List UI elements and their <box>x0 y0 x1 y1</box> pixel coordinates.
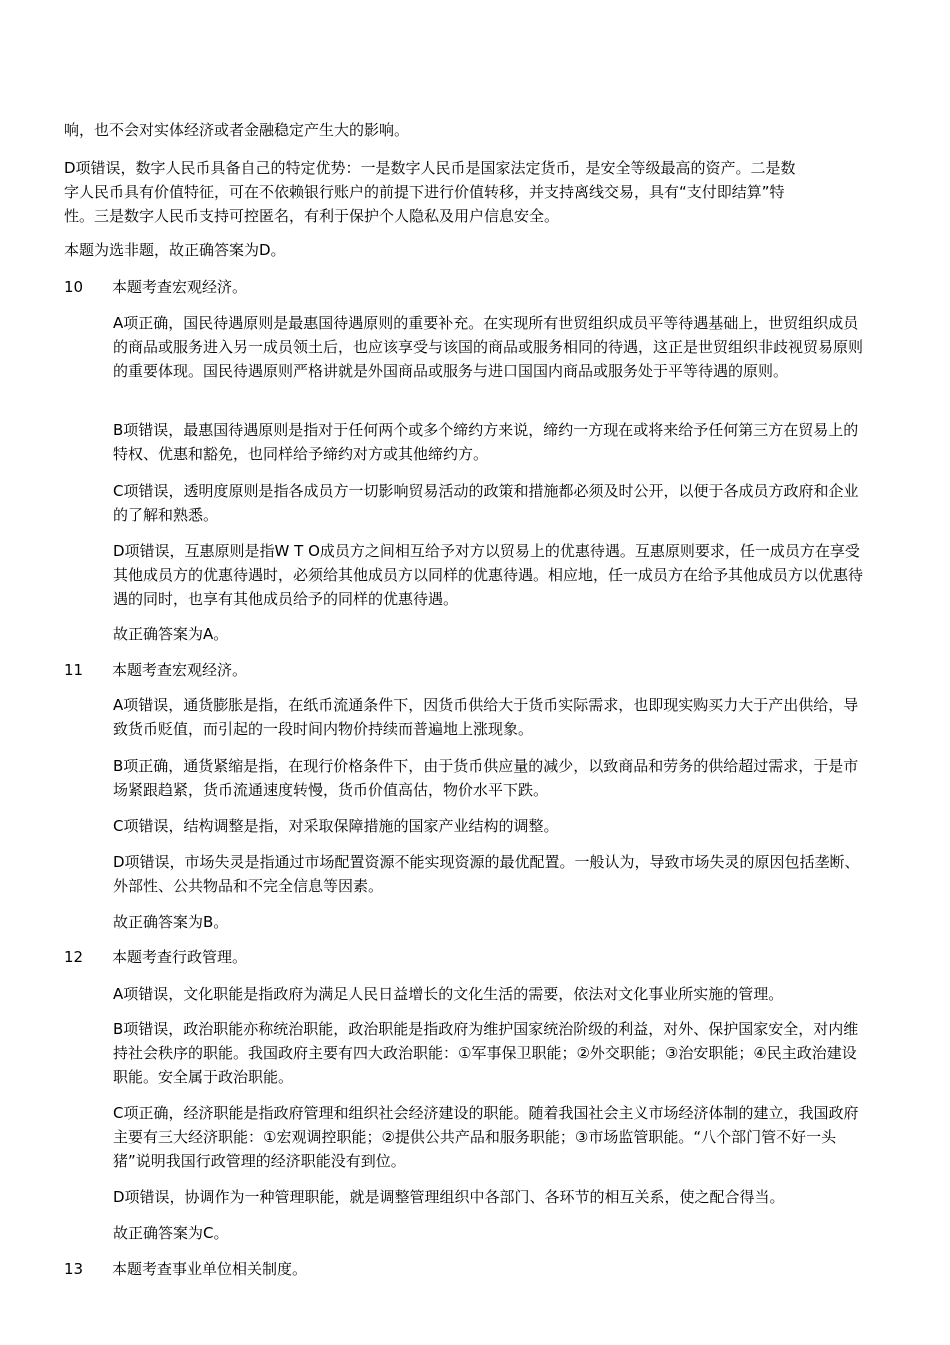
question-title: 本题考查行政管理。 <box>112 948 248 966</box>
question-number: 11 <box>64 661 84 679</box>
q10-option-a: A项正确，国民待遇原则是最惠国待遇原则的重要补充。在实现所有世贸组织成员平等待遇基础上，世贸组织成员的商品或服务进入另一成员领土后，也应该享受与该国的商品或服务相同的待遇，这正是世贸组织非歧视贸易原则的重要体现。国民待遇原则严格讲就是外国商品或服务与进口国国内商品或服务处于平等待遇的原则。 <box>113 314 864 380</box>
question-number: 10 <box>64 278 84 296</box>
intro-paragraph-2: D项错误，数字人民币具备自己的特定优势：一是数字人民币是国家法定货币，是安全等级最高的资产。二是数字人民币具有价值特征，可在不依赖银行账户的前提下进行价值转移，并支持离线交易，具有“支付即结算”特性。三是数字人民币支持可控匿名，有利于保护个人隐私及用户信息安全。 <box>64 159 796 225</box>
question-10-header <box>64 275 247 299</box>
q11-option-c: C项错误，结构调整是指，对采取保障措施的国家产业结构的调整。 <box>113 817 559 835</box>
question-number: 12 <box>64 948 84 966</box>
question-13-header <box>64 1257 307 1281</box>
q10-answer: 故正确答案为A。 <box>113 625 229 643</box>
q12-answer: 故正确答案为C。 <box>113 1224 229 1242</box>
question-title: 本题考查宏观经济。 <box>112 278 248 296</box>
intro-paragraph-1: 响，也不会对实体经济或者金融稳定产生大的影响。 <box>64 121 410 139</box>
question-11-header <box>64 658 247 682</box>
q10-option-d: D项错误，互惠原则是指W T O成员方之间相互给予对方以贸易上的优惠待遇。互惠原则要求，任一成员方在享受其他成员方的优惠待遇时，必须给其他成员方以同样的优惠待遇。相应地，任一成员方在给予其他成员方以优惠待遇的同时，也享有其他成员给予的同样的优惠待遇。 <box>113 542 864 608</box>
q10-option-b: B项错误，最惠国待遇原则是指对于任何两个或多个缔约方来说，缔约一方现在或将来给予任何第三方在贸易上的特权、优惠和豁免，也同样给予缔约对方或其他缔约方。 <box>113 421 859 463</box>
question-title: 本题考查宏观经济。 <box>112 661 248 679</box>
q11-option-a: A项错误，通货膨胀是指，在纸币流通条件下，因货币供给大于货币实际需求，也即现实购买力大于产出供给，导致货币贬值，而引起的一段时间内物价持续而普遍地上涨现象。 <box>113 696 859 738</box>
q12-option-a: A项错误，文化职能是指政府为满足人民日益增长的文化生活的需要，依法对文化事业所实施的管理。 <box>113 985 784 1003</box>
question-title: 本题考查事业单位相关制度。 <box>112 1260 308 1278</box>
intro-answer: 本题为选非题，故正确答案为D。 <box>64 241 286 259</box>
question-number: 13 <box>64 1260 84 1278</box>
q11-answer: 故正确答案为B。 <box>113 913 229 931</box>
q12-option-d: D项错误，协调作为一种管理职能，就是调整管理组织中各部门、各环节的相互关系，使之配合得当。 <box>113 1188 785 1206</box>
question-12-header <box>64 945 247 969</box>
q11-option-b: B项正确，通货紧缩是指，在现行价格条件下，由于货币供应量的减少，以致商品和劳务的供给超过需求，于是市场紧跟趋紧，货币流通速度转慢，货币价值高估，物价水平下跌。 <box>113 757 859 799</box>
q12-option-c: C项正确，经济职能是指政府管理和组织社会经济建设的职能。随着我国社会主义市场经济体制的建立，我国政府主要有三大经济职能：①宏观调控职能；②提供公共产品和服务职能；③市场监管职能。“八个部门管不好一头猪”说明我国行政管理的经济职能没有到位。 <box>113 1104 859 1170</box>
q12-option-b: B项错误，政治职能亦称统治职能，政治职能是指政府为维护国家统治阶级的利益，对外、保护国家安全，对内维持社会秩序的职能。我国政府主要有四大政治职能：①军事保卫职能；②外交职能；③治安职能；④民主政治建设职能。安全属于政治职能。 <box>113 1020 859 1086</box>
q10-option-c: C项错误，透明度原则是指各成员方一切影响贸易活动的政策和措施都必须及时公开，以便于各成员方政府和企业的了解和熟悉。 <box>113 482 859 524</box>
q11-option-d: D项错误，市场失灵是指通过市场配置资源不能实现资源的最优配置。一般认为，导致市场失灵的原因包括垄断、外部性、公共物品和不完全信息等因素。 <box>113 853 860 895</box>
